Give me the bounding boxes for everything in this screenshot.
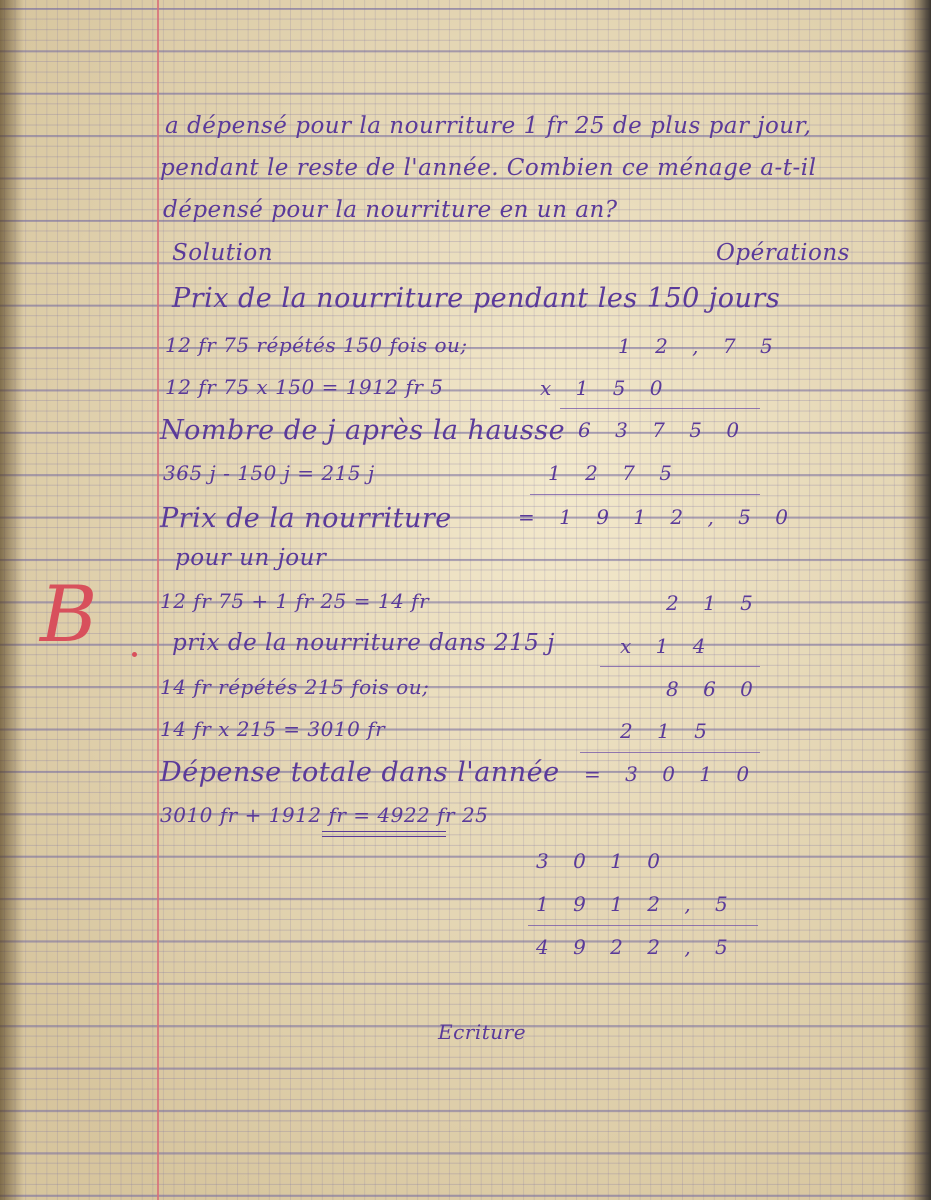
solution-line: 12 fr 75 x 150 = 1912 fr 5	[165, 375, 444, 399]
solution-line: Prix de la nourriture	[160, 503, 452, 534]
grade-mark: B	[40, 570, 98, 660]
operation-row: 1 2 7 5	[548, 461, 672, 485]
operation-row: 4 9 2 2 , 5	[536, 935, 728, 959]
margin-line	[157, 0, 159, 1200]
problem-line-1: a dépensé pour la nourriture 1 fr 25 de plus par jour,	[165, 113, 812, 139]
solution-line: 14 fr répétés 215 fois ou;	[160, 675, 430, 699]
operation-rule	[580, 752, 760, 753]
operation-rule	[530, 494, 760, 495]
solution-heading: Solution	[172, 240, 274, 266]
solution-line: Prix de la nourriture pendant les 150 jours	[172, 283, 781, 314]
operation-row: = 3 0 1 0	[584, 762, 750, 786]
operation-row: 1 9 1 2 , 5	[536, 892, 728, 916]
solution-line: pour un jour	[175, 545, 327, 571]
page-binding-edge	[901, 0, 931, 1200]
solution-line: 12 fr 75 + 1 fr 25 = 14 fr	[160, 589, 430, 613]
operations-heading: Opérations	[716, 240, 850, 266]
operation-row: 6 3 7 5 0	[578, 418, 740, 442]
solution-line: 3010 fr + 1912 fr = 4922 fr 25	[160, 803, 489, 827]
operation-row: x 1 5 0	[540, 376, 663, 400]
solution-line: Nombre de j après la hausse	[160, 415, 566, 446]
solution-line: 12 fr 75 répétés 150 fois ou;	[165, 333, 468, 357]
problem-line-3: dépensé pour la nourriture en un an?	[163, 197, 618, 223]
operation-row: 8 6 0	[666, 677, 753, 701]
solution-line: 14 fr x 215 = 3010 fr	[160, 717, 386, 741]
operation-rule	[528, 925, 758, 926]
operation-row: 2 1 5	[666, 591, 753, 615]
problem-line-2: pendant le reste de l'année. Combien ce ménage a-t-il	[160, 155, 817, 181]
operation-rule	[600, 666, 760, 667]
operation-row: = 1 9 1 2 , 5 0	[518, 505, 788, 529]
solution-line: prix de la nourriture dans 215 j	[172, 630, 555, 656]
operation-row: 3 0 1 0	[536, 849, 660, 873]
solution-line: 365 j - 150 j = 215 j	[163, 461, 375, 485]
total-double-underline	[322, 831, 446, 837]
operation-rule	[560, 408, 760, 409]
footer-ecriture: Ecriture	[438, 1020, 527, 1044]
grade-dot	[132, 652, 137, 657]
solution-line: Dépense totale dans l'année	[160, 757, 560, 788]
operation-row: 1 2 , 7 5	[618, 334, 773, 358]
operation-row: x 1 4	[620, 634, 706, 658]
operation-row: 2 1 5	[620, 719, 707, 743]
page-shadow-left	[0, 0, 24, 1200]
